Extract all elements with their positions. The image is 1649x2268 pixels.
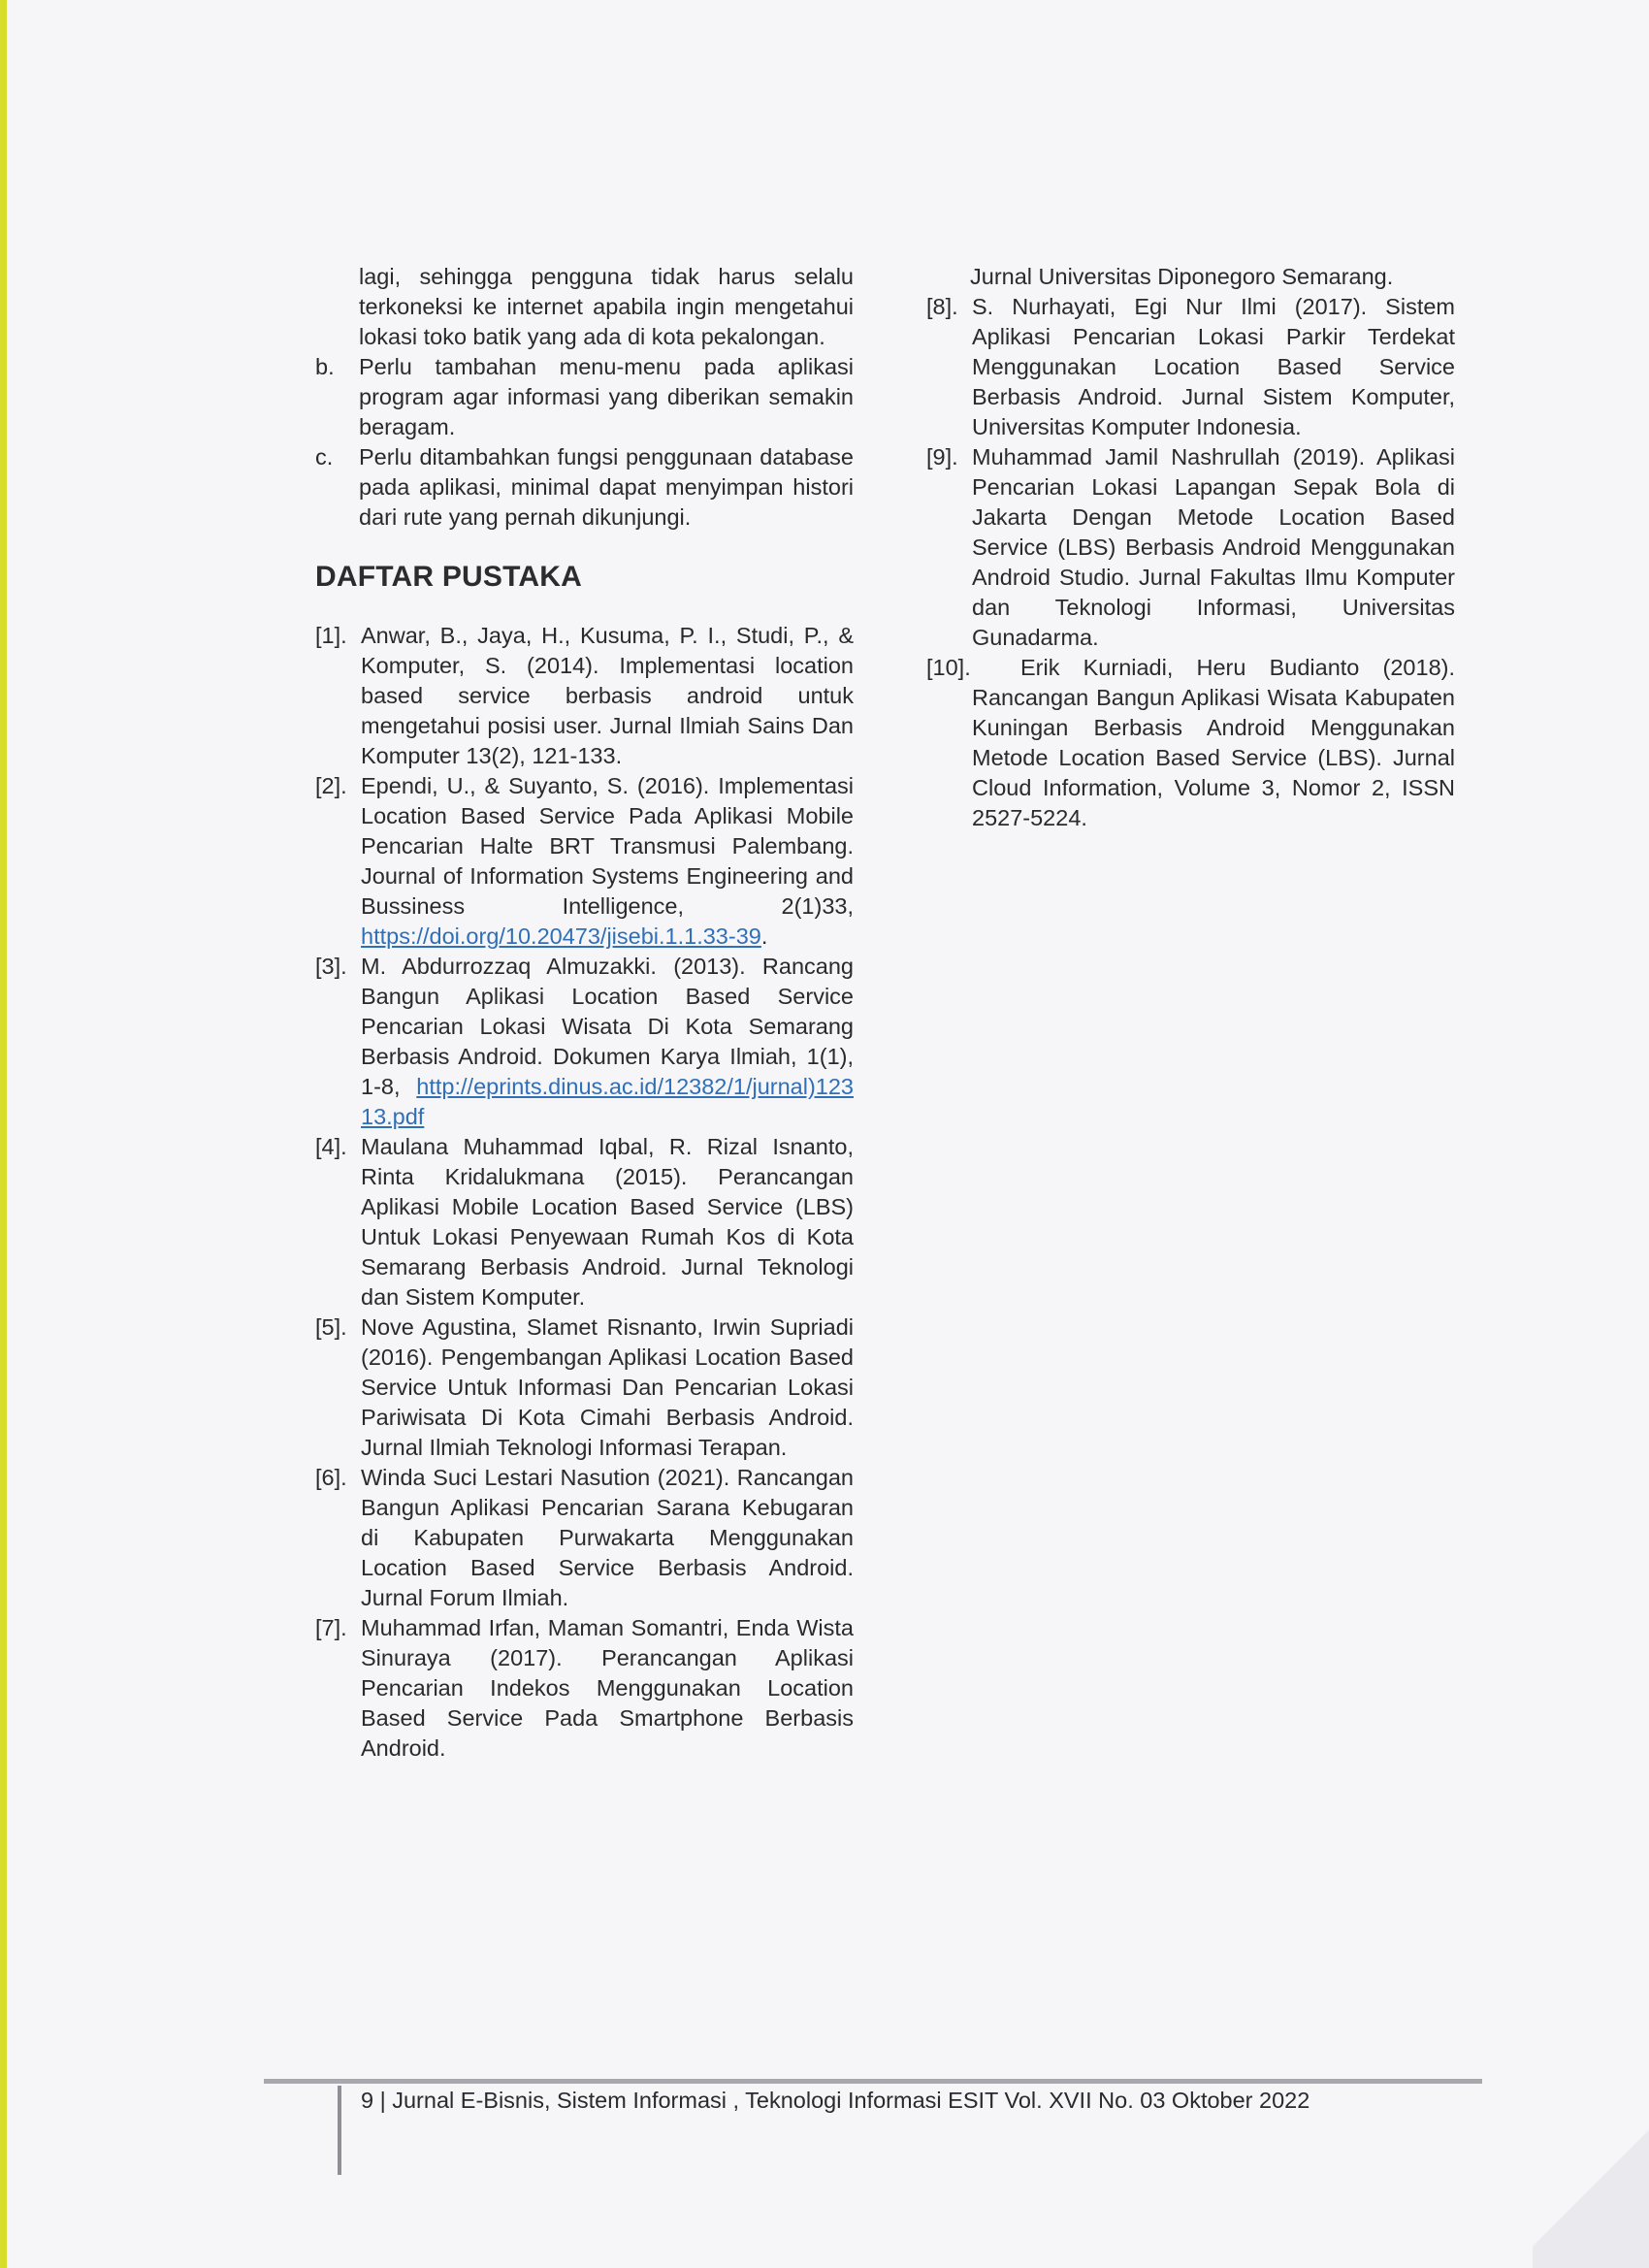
list-text: Perlu tambahan menu-menu pada aplikasi program agar informasi yang diberikan semakin beragam. [359,354,854,439]
reference-number: [3]. [315,954,347,979]
reference-number: [10]. [926,655,971,680]
reference-text: Winda Suci Lestari Nasution (2021). Rancangan Bangun Aplikasi Pencarian Sarana Kebugaran di Kabupaten Purwakarta Menggunakan Location Based Service Berbasis Android. Jurnal Forum Ilmiah. [361,1465,854,1610]
reference-number: [5]. [315,1314,347,1340]
reference-9 [926,442,1455,653]
page-corner-fold [1533,2074,1649,2268]
right-column [926,262,1455,833]
reference-3 [315,952,854,1132]
reference-number: [8]. [926,294,958,319]
reference-8 [926,292,1455,442]
reference-suffix: . [760,923,768,949]
scan-edge [0,0,7,2268]
list-text: Perlu ditambahkan fungsi penggunaan database pada aplikasi, minimal dapat menyimpan histori dari rute yang pernah dikunjungi. [359,444,854,530]
list-item-c [315,442,854,533]
footer-vertical-rule [338,2086,341,2175]
reference-url-link[interactable]: http://eprints.dinus.ac.id/12382/1/jurnal)12313.pdf [361,1074,854,1129]
reference-2 [315,771,854,952]
reference-10 [926,653,1455,833]
reference-number: [9]. [926,444,958,470]
reference-4 [315,1132,854,1312]
page-footer: 9 | Jurnal E-Bisnis, Sistem Informasi , Teknologi Informasi ESIT Vol. XVII No. 03 Oktober 2022 [361,2088,1310,2113]
reference-text: Muhammad Jamil Nashrullah (2019). Aplikasi Pencarian Lokasi Lapangan Sepak Bola di Jakarta Dengan Metode Location Based Service (LBS) Berbasis Android Menggunakan Android Studio. Jurnal Fakultas Ilmu Komputer dan Teknologi Informasi, Universitas Gunadarma. [972,444,1455,650]
reference-number: [6]. [315,1465,347,1490]
list-marker: b. [315,354,335,379]
reference-number: [7]. [315,1615,347,1640]
list-marker: c. [315,444,334,470]
reference-5 [315,1312,854,1463]
list-item-b [315,352,854,442]
reference-text: M. Abdurrozzaq Almuzakki. (2013). Rancang Bangun Aplikasi Location Based Service Pencarian Lokasi Wisata Di Kota Semarang Berbasis Android. Dokumen Karya Ilmiah, 1(1), 1-8, [361,954,854,1099]
reference-7 [315,1613,854,1764]
reference-body [361,952,854,1132]
reference-6 [315,1463,854,1613]
reference-text: S. Nurhayati, Egi Nur Ilmi (2017). Sistem Aplikasi Pencarian Lokasi Parkir Terdekat Menggunakan Location Based Service Berbasis Android. Jurnal Sistem Komputer, Universitas Komputer Indonesia. [972,294,1455,439]
reference-1 [315,621,854,771]
reference-text: Muhammad Irfan, Maman Somantri, Enda Wista Sinuraya (2017). Perancangan Aplikasi Pencarian Indekos Menggunakan Location Based Service Pada Smartphone Berbasis Android. [361,1615,854,1761]
reference-number: [1]. [315,623,347,648]
continuation-paragraph: Jurnal Universitas Diponegoro Semarang. [970,264,1394,289]
reference-text: Ependi, U., & Suyanto, S. (2016). Implementasi Location Based Service Pada Aplikasi Mobile Pencarian Halte BRT Transmusi Palembang. Journal of Information Systems Engineering and Bussiness Intelligence, 2(1)33, [361,773,854,919]
footer-rule [264,2079,1482,2084]
reference-text: Erik Kurniadi, Heru Budianto (2018). Rancangan Bangun Aplikasi Wisata Kabupaten Kuningan Berbasis Android Menggunakan Metode Location Based Service (LBS). Jurnal Cloud Information, Volume 3, Nomor 2, ISSN 2527-5224. [972,655,1455,830]
reference-body [361,771,854,952]
reference-number: [4]. [315,1134,347,1159]
continuation-paragraph: lagi, sehingga pengguna tidak harus selalu terkoneksi ke internet apabila ingin mengetahui lokasi toko batik yang ada di kota pekalongan. [359,264,854,349]
left-column [315,262,854,1764]
reference-text: Anwar, B., Jaya, H., Kusuma, P. I., Studi, P., & Komputer, S. (2014). Implementasi location based service berbasis android untuk mengetahui posisi user. Jurnal Ilmiah Sains Dan Komputer 13(2), 121-133. [361,623,854,768]
reference-doi-link[interactable]: https://doi.org/10.20473/jisebi.1.1.33-39 [361,923,761,949]
section-heading-daftar-pustaka: DAFTAR PUSTAKA [315,561,582,593]
reference-text: Nove Agustina, Slamet Risnanto, Irwin Supriadi (2016). Pengembangan Aplikasi Location Based Service Untuk Informasi Dan Pencarian Lokasi Pariwisata Di Kota Cimahi Berbasis Android. Jurnal Ilmiah Teknologi Informasi Terapan. [361,1314,854,1460]
reference-number: [2]. [315,773,347,798]
reference-text: Maulana Muhammad Iqbal, R. Rizal Isnanto, Rinta Kridalukmana (2015). Perancangan Aplikasi Mobile Location Based Service (LBS) Untuk Lokasi Penyewaan Rumah Kos di Kota Semarang Berbasis Android. Jurnal Teknologi dan Sistem Komputer. [361,1134,854,1310]
